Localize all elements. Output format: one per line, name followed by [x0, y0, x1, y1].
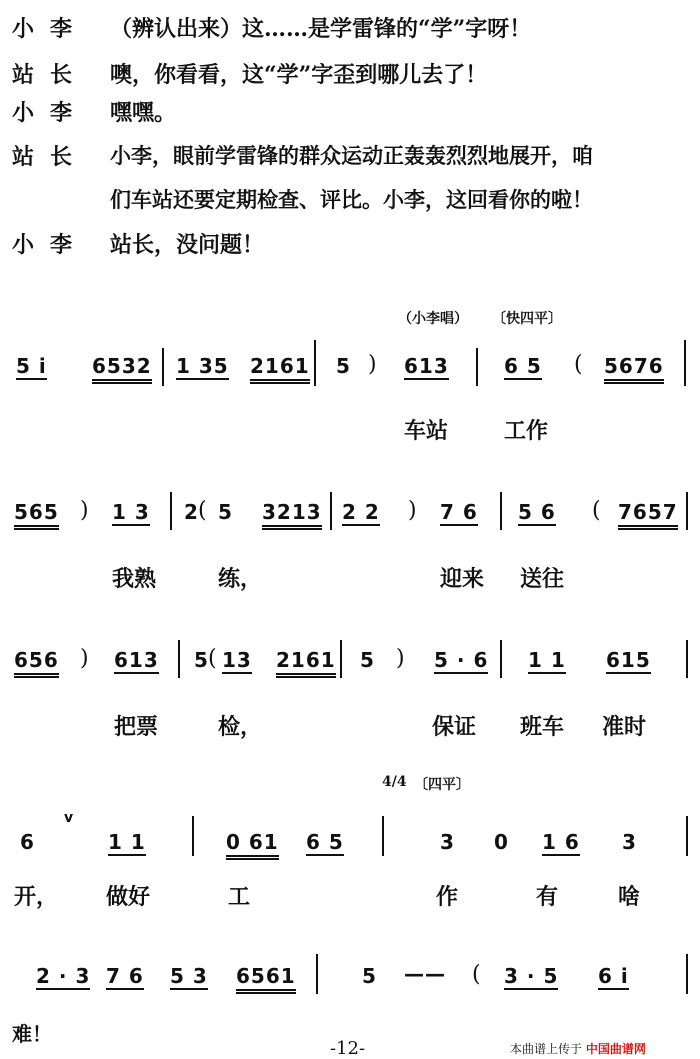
dialogue-text: （辨认出来）这……是学雷锋的“学”字呀！ — [110, 16, 532, 42]
tempo-label: 〔四平〕 — [414, 777, 470, 793]
note-group: 0 — [494, 830, 509, 854]
speaker: 站长 — [12, 62, 89, 88]
speaker: 小李 — [12, 232, 89, 258]
bar-line — [500, 492, 502, 530]
note-group: 6532 — [92, 354, 152, 384]
paren: ( — [198, 498, 207, 523]
paren: ) — [396, 646, 405, 671]
tempo-label: 〔快四平〕 — [492, 311, 562, 327]
note-group: 565 — [14, 500, 59, 530]
meter-label: 4/4 — [382, 774, 407, 790]
lyric: 做好 — [106, 884, 151, 910]
dialogue-line-4 — [0, 140, 700, 170]
lyric: 开， — [14, 884, 59, 910]
bar-line — [476, 348, 478, 386]
breath-mark: v — [64, 810, 75, 826]
paren: ) — [80, 646, 89, 671]
note-group: 6 5 — [306, 830, 344, 854]
singer-label: （小李唱） — [398, 311, 468, 327]
note-group: 615 — [606, 648, 651, 672]
bar-line — [170, 492, 172, 530]
dialogue-text: 站长，没问题！ — [110, 232, 265, 258]
dialogue-line-5 — [0, 184, 700, 214]
note-group: 6561 — [236, 964, 296, 994]
bar-line — [382, 816, 384, 856]
bar-line — [314, 340, 316, 386]
note-group: 5676 — [604, 354, 664, 384]
lyric: 工 — [228, 884, 251, 910]
paren: ( — [208, 646, 217, 671]
note-group: 2161 — [250, 354, 310, 384]
dialogue-text: 们车站还要定期检查、评比。小李，这回看你的啦！ — [110, 187, 593, 212]
dialogue-text: 噢，你看看，这“学”字歪到哪儿去了！ — [110, 62, 488, 88]
bar-line — [686, 816, 688, 856]
note-group: 2 — [184, 500, 199, 524]
lyric: 检， — [218, 714, 263, 740]
note-group: 1 1 — [108, 830, 146, 854]
note-group: 1 6 — [542, 830, 580, 854]
note-group: 2161 — [276, 648, 336, 678]
note-group: 5 — [336, 354, 351, 378]
note-group: 2 · 3 — [36, 964, 91, 988]
paren: ( — [574, 352, 583, 377]
note-group: 7 6 — [440, 500, 478, 524]
paren: ) — [368, 352, 377, 377]
staff-row-3 — [0, 636, 700, 756]
lyric: 练， — [218, 566, 263, 592]
note-group: 1 1 — [528, 648, 566, 672]
lyric: 工作 — [504, 418, 549, 444]
staff-row-1 — [0, 340, 700, 460]
note-group: 3 — [440, 830, 455, 854]
paren: ) — [408, 498, 417, 523]
note-group: 5 3 — [170, 964, 208, 988]
dialogue-line-2 — [0, 58, 700, 88]
note-group: 5 · 6 — [434, 648, 489, 672]
bar-line — [686, 954, 688, 994]
note-group: 6 5 — [504, 354, 542, 378]
bar-line — [686, 640, 688, 678]
note-group: 2 2 — [342, 500, 380, 524]
note-group: 7657 — [618, 500, 678, 530]
note-group: 6 i — [598, 964, 629, 988]
page-number: -12- — [330, 1038, 366, 1059]
lyric: 送往 — [520, 566, 565, 592]
paren: ( — [472, 962, 481, 987]
bar-line — [686, 492, 688, 530]
speaker: 站长 — [12, 144, 89, 170]
note-group: 3213 — [262, 500, 322, 530]
note-group: 3 · 5 — [504, 964, 559, 988]
note-group: 656 — [14, 648, 59, 678]
dialogue-line-6 — [0, 228, 700, 258]
staff-row-5 — [0, 944, 700, 1046]
dialogue-line-1 — [0, 12, 700, 42]
speaker: 小李 — [12, 100, 89, 126]
note-group: 5 — [362, 964, 377, 988]
lyric: 难！ — [12, 1022, 52, 1046]
lyric: 准时 — [602, 714, 647, 740]
dialogue-line-3 — [0, 96, 700, 126]
bar-line — [162, 348, 164, 386]
lyric: 班车 — [520, 714, 565, 740]
lyric: 作 — [436, 884, 459, 910]
source-site: 中国曲谱网 — [585, 1042, 646, 1056]
speaker: 小李 — [12, 16, 89, 42]
note-group: 5 — [360, 648, 375, 672]
lyric: 有 — [536, 884, 559, 910]
dialogue-text: 小李，眼前学雷锋的群众运动正轰轰烈烈地展开，咱 — [110, 143, 593, 168]
bar-line — [500, 640, 502, 678]
lyric: 保证 — [432, 714, 477, 740]
note-group: 613 — [114, 648, 159, 672]
note-group: 6 — [20, 830, 35, 854]
bar-line — [330, 492, 332, 530]
note-group: 13 — [222, 648, 252, 672]
dialogue-text: 嘿嘿。 — [110, 100, 177, 126]
source-credit — [510, 1040, 646, 1057]
note-group: 3 — [622, 830, 637, 854]
note-group: 0 61 — [226, 830, 279, 860]
bar-line — [178, 640, 180, 678]
bar-line — [316, 954, 318, 994]
lyric: 把票 — [114, 714, 159, 740]
paren: ( — [592, 498, 601, 523]
lyric: 车站 — [404, 418, 449, 444]
note-group: 5 — [194, 648, 209, 672]
note-group: 1 3 — [112, 500, 150, 524]
source-prefix: 本曲谱上传于 — [510, 1042, 583, 1056]
note-group: 5 6 — [518, 500, 556, 524]
note-group: 5 — [218, 500, 233, 524]
staff-row-2 — [0, 488, 700, 608]
dash: —— — [404, 962, 446, 986]
note-group: 7 6 — [106, 964, 144, 988]
lyric: 迎来 — [440, 566, 485, 592]
note-group: 1 35 — [176, 354, 229, 378]
bar-line — [684, 340, 686, 386]
lyric: 我熟 — [112, 566, 157, 592]
lyric: 啥 — [618, 884, 641, 910]
note-group: 5 i — [16, 354, 47, 378]
bar-line — [192, 816, 194, 856]
note-group: 613 — [404, 354, 449, 378]
staff-row-4 — [0, 806, 700, 926]
bar-line — [340, 640, 342, 678]
paren: ) — [80, 498, 89, 523]
